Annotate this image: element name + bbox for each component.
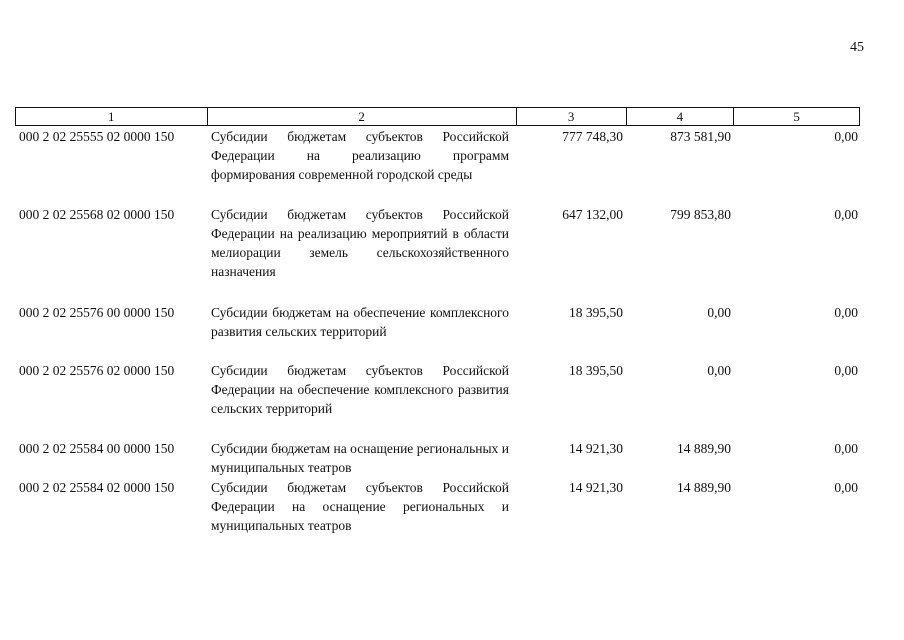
value-col5: 0,00 — [834, 441, 858, 456]
value-col3: 647 132,00 — [562, 207, 623, 222]
value-col5: 0,00 — [834, 480, 858, 495]
table-row — [15, 478, 860, 535]
budget-code: 000 2 02 25555 02 0000 150 — [19, 129, 175, 144]
row-description: Субсидии бюджетам субъектов Российской Федерации на обеспечение комплексного развития сельских территорий — [211, 363, 509, 416]
row-description: Субсидии бюджетам на оснащение региональных и муниципальных театров — [211, 441, 509, 475]
value-col5: 0,00 — [834, 305, 858, 320]
column-header-5: 5 — [793, 109, 800, 124]
row-description: Субсидии бюджетам субъектов Российской Федерации на реализацию мероприятий в области мелиорации земель сельскохозяйственного назначения — [211, 207, 509, 279]
table-row — [15, 127, 860, 184]
budget-code: 000 2 02 25576 00 0000 150 — [19, 305, 175, 320]
column-header-4: 4 — [627, 108, 735, 125]
column-header-1: 1 — [16, 108, 208, 125]
budget-code: 000 2 02 25584 00 0000 150 — [19, 441, 175, 456]
budget-code: 000 2 02 25576 02 0000 150 — [19, 363, 175, 378]
value-col4: 0,00 — [707, 305, 731, 320]
value-col3: 14 921,30 — [569, 441, 623, 456]
column-header-3: 3 — [517, 108, 627, 125]
value-col3: 14 921,30 — [569, 480, 623, 495]
value-col5: 0,00 — [834, 363, 858, 378]
value-col3: 18 395,50 — [569, 363, 623, 378]
value-col4: 873 581,90 — [670, 129, 731, 144]
value-col4: 14 889,90 — [677, 480, 731, 495]
row-description: Субсидии бюджетам на обеспечение комплексного развития сельских территорий — [211, 305, 509, 339]
column-header-2: 2 — [208, 108, 517, 125]
table-row — [15, 303, 860, 341]
budget-code: 000 2 02 25584 02 0000 150 — [19, 480, 175, 495]
value-col5: 0,00 — [834, 129, 858, 144]
budget-code: 000 2 02 25568 02 0000 150 — [19, 207, 175, 222]
value-col4: 0,00 — [707, 363, 731, 378]
value-col4: 799 853,80 — [670, 207, 731, 222]
table-header — [15, 107, 860, 126]
table-row — [15, 439, 860, 477]
page-number: 45 — [850, 40, 864, 55]
value-col3: 18 395,50 — [569, 305, 623, 320]
table-row — [15, 205, 860, 281]
row-description: Субсидии бюджетам субъектов Российской Федерации на реализацию программ формирования современной городской среды — [211, 129, 509, 182]
table-row — [15, 361, 860, 418]
row-description: Субсидии бюджетам субъектов Российской Федерации на оснащение региональных и муниципальных театров — [211, 480, 509, 533]
value-col4: 14 889,90 — [677, 441, 731, 456]
value-col3: 777 748,30 — [562, 129, 623, 144]
value-col5: 0,00 — [834, 207, 858, 222]
